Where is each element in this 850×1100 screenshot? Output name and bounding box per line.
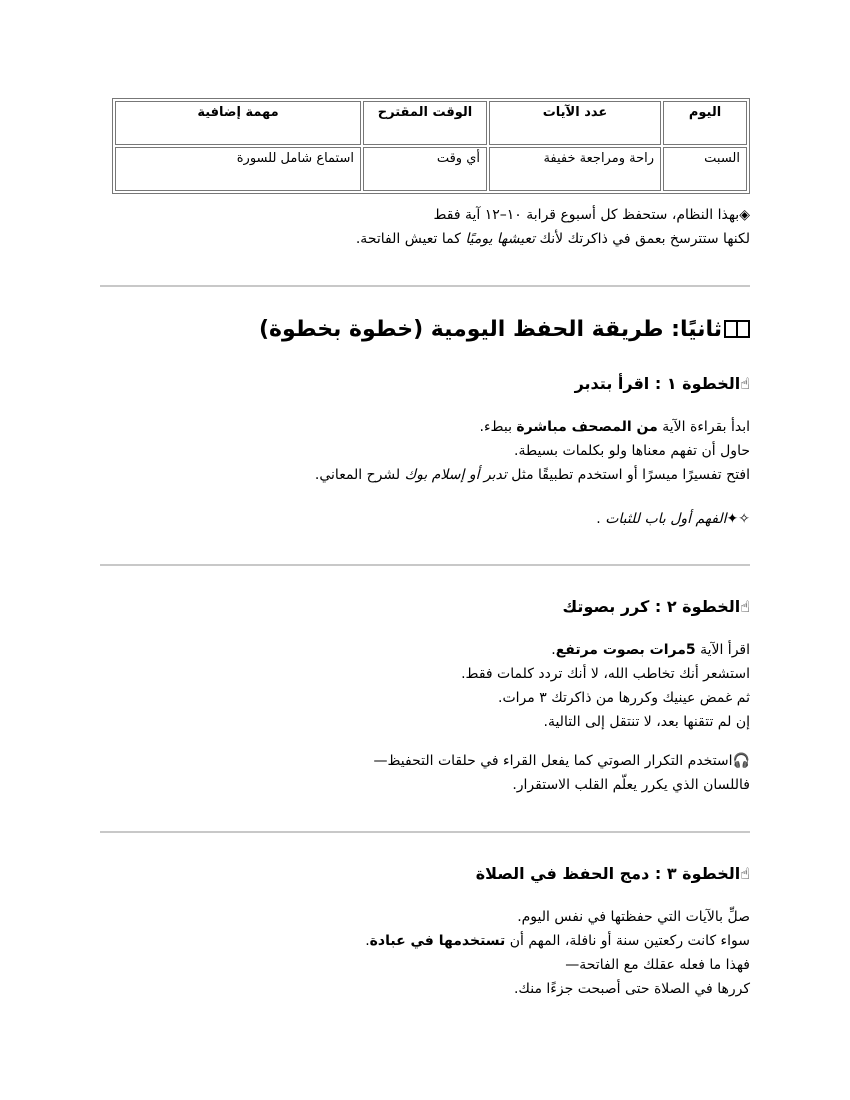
step-3-line-2: سواء كانت ركعتين سنة أو نافلة، المهم أن تستخدمها في عبادة. [365,933,750,949]
section-title: ثانيًا: طريقة الحفظ اليومية (خطوة بخطوة) [258,317,722,342]
table-header-row [115,101,747,145]
cell-day: السبت [663,147,747,191]
section-heading [90,314,750,346]
summary-line-2: لكنها ستترسخ بعمق في ذاكرتك لأنك تعيشها يوميًا كما تعيش الفاتحة. [355,231,750,247]
step-3 [90,861,750,887]
header-day: اليوم [663,101,747,145]
step-2-line-1: اقرأ الآية 5مرات بصوت مرتفع. [551,642,750,658]
step-3-line-3: فهذا ما فعله عقلك مع الفاتحة— [565,957,750,973]
book-icon [724,320,750,338]
cell-verse-count: راحة ومراجعة خفيفة [489,147,661,191]
header-extra-task: مهمة إضافية [115,101,361,145]
step-2-line-2: استشعر أنك تخاطب الله، لا أنك تردد كلمات فقط. [461,666,750,682]
hand-icon: ☝ [740,374,750,393]
step-2-tip: 🎧استخدم التكرار الصوتي كما يفعل القراء في حلقات التحفيظ— فاللسان الذي يكرر يعلّم القلب الاستقرار. [90,749,750,797]
hand-icon: ☝ [740,864,750,883]
step-1-title: الخطوة ١ : اقرأ بتدبر [574,374,741,393]
step-2-line-3: ثم غمض عينيك وكررها من ذاكرتك ٣ مرات. [498,690,750,706]
step-2-title: الخطوة ٢ : كرر بصوتك [562,597,741,616]
step-2-body [90,638,750,734]
step-3-line-4: كررها في الصلاة حتى أصبحت جزءًا منك. [513,981,750,997]
step-3-line-1: صلِّ بالآيات التي حفظتها في نفس اليوم. [517,909,750,925]
cell-extra-task: استماع شامل للسورة [115,147,361,191]
divider [100,564,750,566]
header-suggested-time: الوقت المقترح [363,101,487,145]
step-1-line-3: افتح تفسيرًا ميسرًا أو استخدم تطبيقًا مثل تدبر أو إسلام بوك لشرح المعاني. [314,467,750,483]
hand-icon: ☝ [740,597,750,616]
step-1-body [90,415,750,487]
headphones-icon: 🎧 [732,753,750,769]
step-1-note: ✧✦الفهم أول باب للثبات . [90,507,750,531]
step-3-title: الخطوة ٣ : دمج الحفظ في الصلاة [475,864,741,883]
divider [100,285,750,287]
step-2 [90,594,750,620]
step-1-line-1: ابدأ بقراءة الآية من المصحف مباشرة ببطء. [479,419,750,435]
divider [100,831,750,833]
step-2-line-4: إن لم تتقنها بعد، لا تنتقل إلى التالية. [543,714,750,730]
step-1-line-2: حاول أن تفهم معناها ولو بكلمات بسيطة. [514,443,750,459]
step-1 [90,371,750,397]
sparkle-icon: ✧✦ [726,511,750,527]
cell-suggested-time: أي وقت [363,147,487,191]
schedule-table [112,98,750,194]
diamond-icon: ◈ [739,207,750,223]
header-verse-count: عدد الآيات [489,101,661,145]
summary-line-1: ◈بهذا النظام، ستحفظ كل أسبوع قرابة ١٠–١٢ آية فقط [90,203,750,227]
table-row [115,147,747,191]
summary-paragraph [90,203,750,251]
step-3-body [90,905,750,1001]
